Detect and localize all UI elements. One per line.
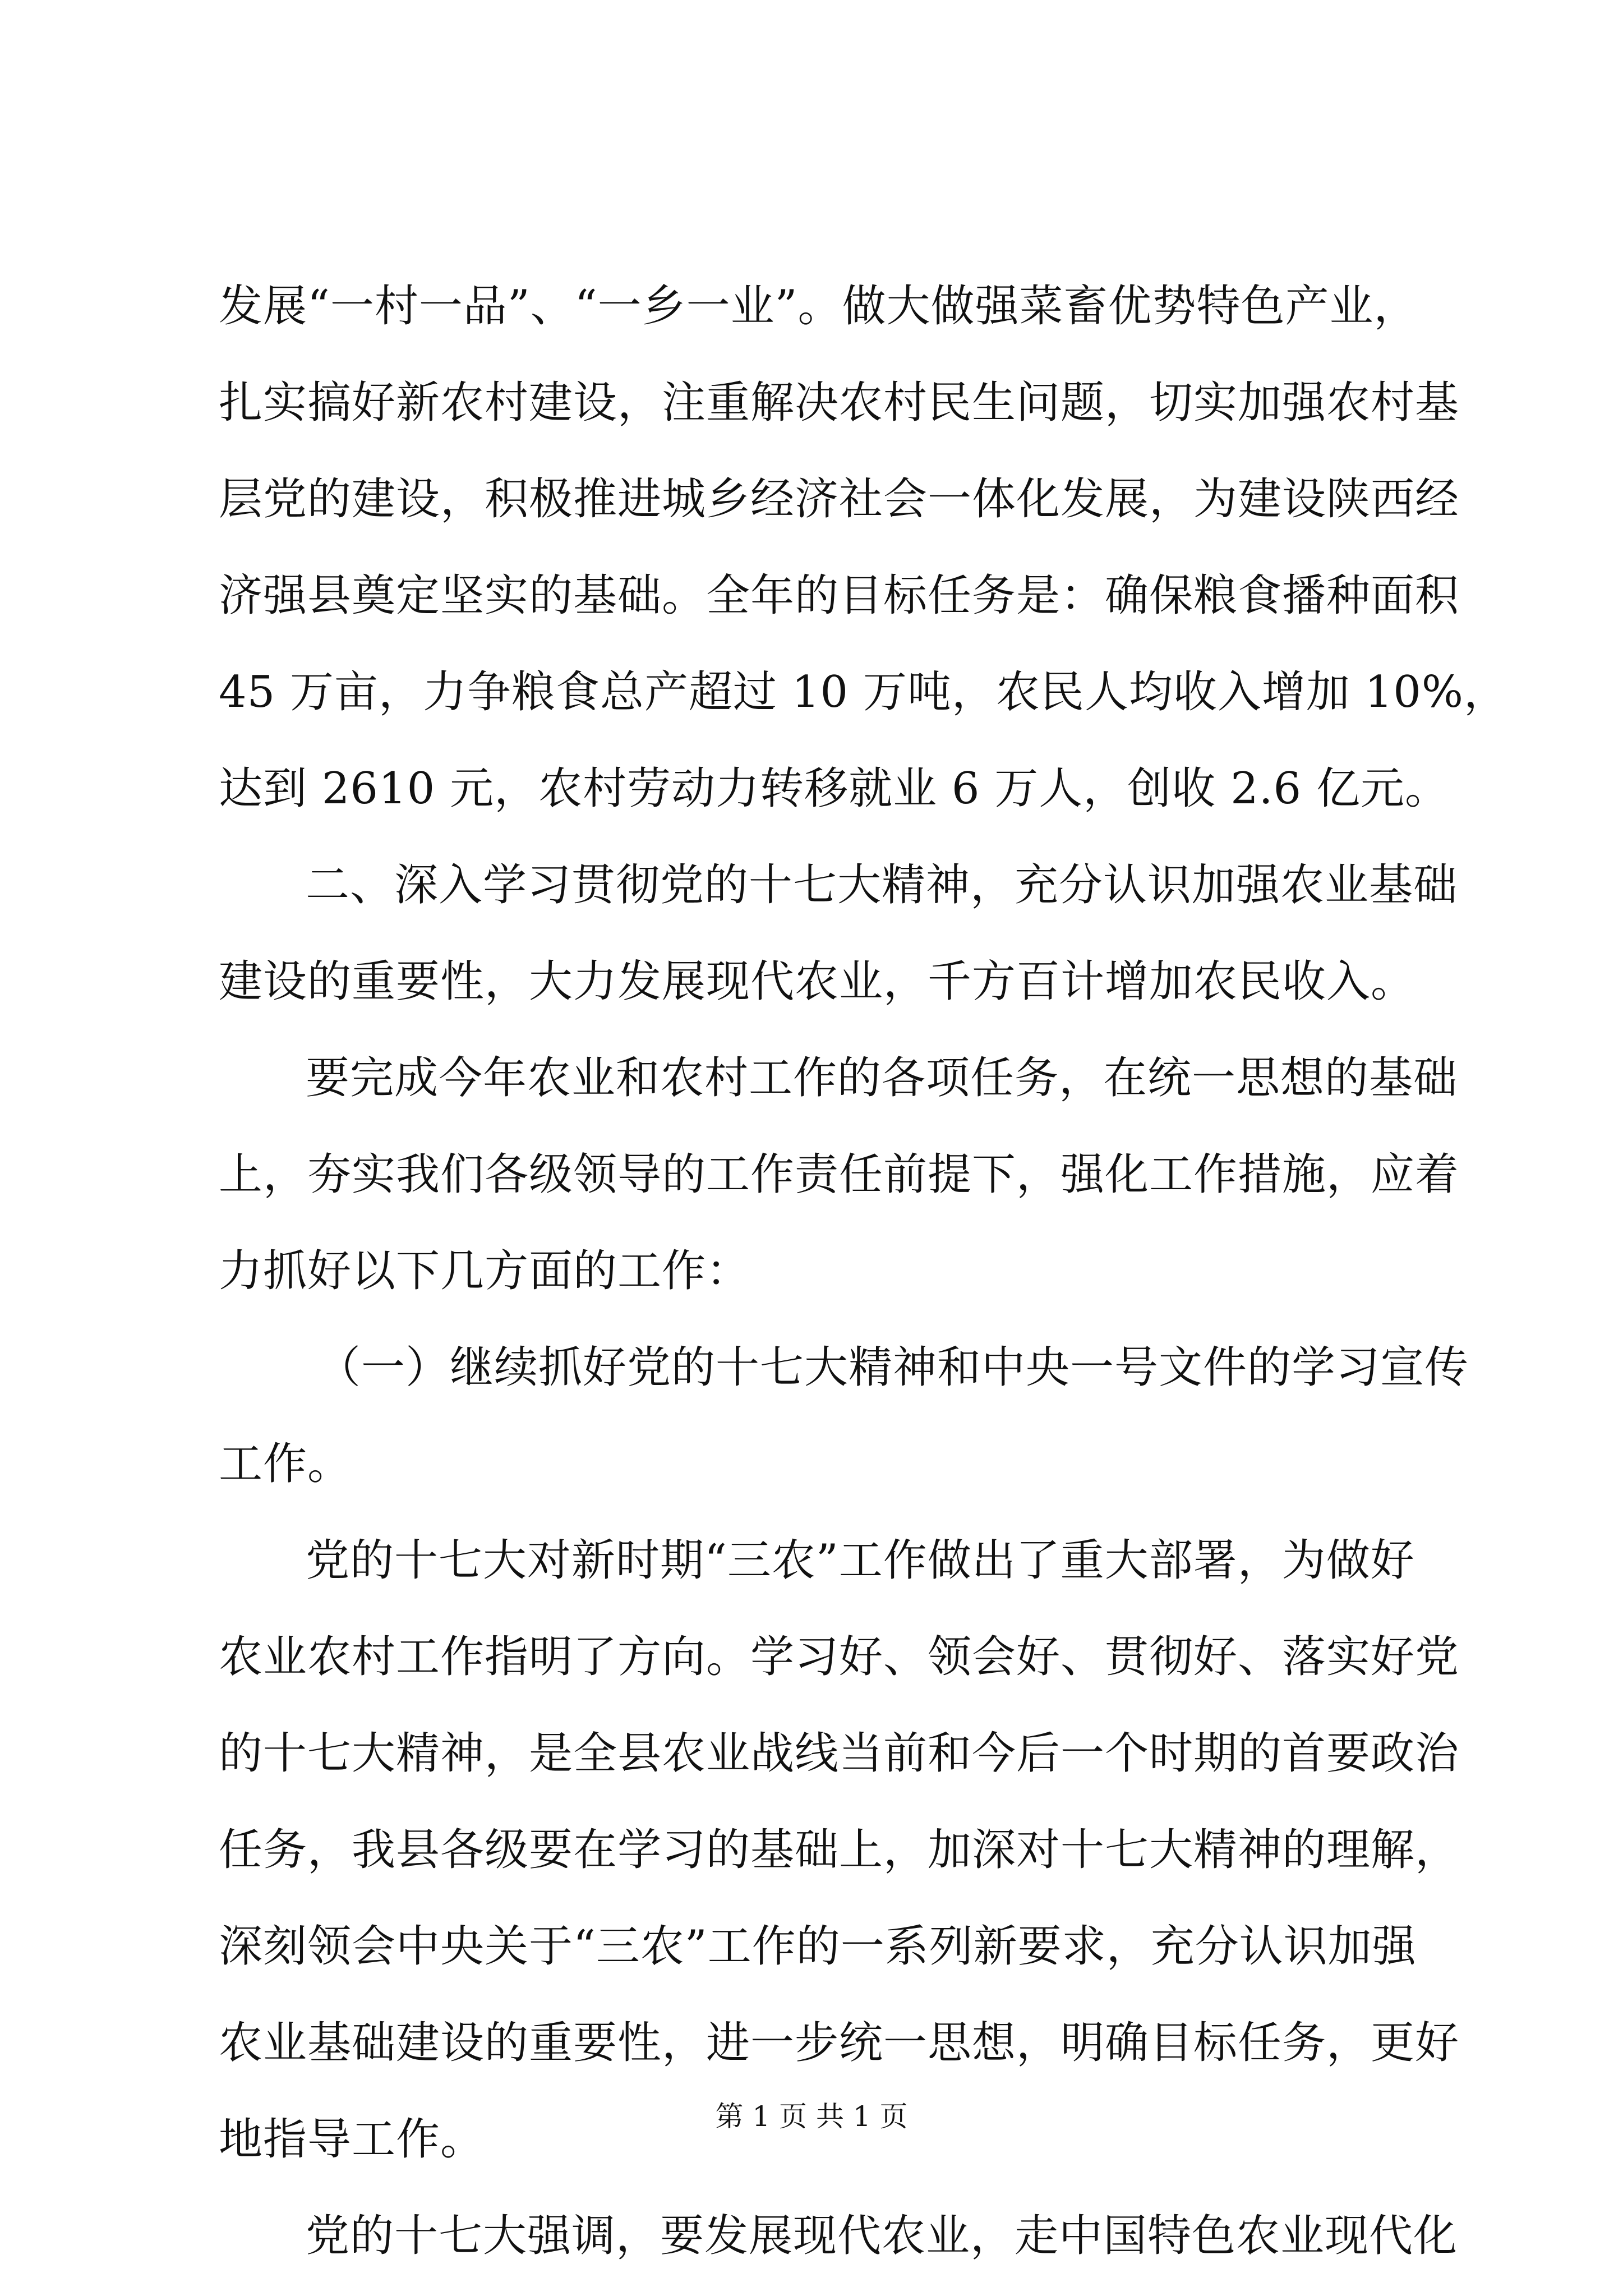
body-line: 深刻领会中央关于“三农”工作的一系列新要求，充分认识加强 — [219, 1921, 1417, 1972]
body-line: 上，夯实我们各级领导的工作责任前提下，强化工作措施，应着 — [219, 1149, 1460, 1200]
body-line: 发展“一村一品”、“一乡一业”。做大做强菜畜优势特色产业， — [219, 281, 1418, 332]
body-line: 任务，我县各级要在学习的基础上，加深对十七大精神的理解， — [219, 1825, 1460, 1875]
body-line: 层党的建设，积极推进城乡经济社会一体化发展，为建设陕西经 — [219, 474, 1460, 524]
page-footer — [0, 2097, 1623, 2136]
body-line: 45 万亩，力争粮食总产超过 10 万吨，农民人均收入增加 10%， — [219, 667, 1509, 717]
body-line: 扎实搞好新农村建设，注重解决农村民生问题，切实加强农村基 — [219, 378, 1460, 428]
page-number-label: 第 1 页 共 1 页 — [715, 2100, 908, 2133]
body-line: 地指导工作。 — [219, 2114, 485, 2165]
body-line: 的十七大精神，是全县农业战线当前和今后一个时期的首要政治 — [219, 1728, 1460, 1779]
body-line: 党的十七大强调，要发展现代农业，走中国特色农业现代化 — [306, 2211, 1458, 2261]
body-line: 达到 2610 元，农村劳动力转移就业 6 万人，创收 2.6 亿元。 — [219, 763, 1449, 814]
body-line: 农业农村工作指明了方向。学习好、领会好、贯彻好、落实好党 — [219, 1632, 1460, 1682]
document-body — [219, 258, 1509, 2284]
body-line: 要完成今年农业和农村工作的各项任务，在统一思想的基础 — [306, 1053, 1458, 1103]
body-line: 党的十七大对新时期“三农”工作做出了重大部署，为做好 — [306, 1535, 1415, 1586]
subsection-heading-line: （一）继续抓好党的十七大精神和中央一号文件的学习宣传 — [317, 1342, 1469, 1393]
body-line: 力抓好以下几方面的工作： — [219, 1246, 751, 1296]
subsection-heading-line: 工作。 — [219, 1439, 352, 1489]
body-line: 农业基础建设的重要性，进一步统一思想，明确目标任务，更好 — [219, 2018, 1460, 2068]
body-line: 济强县奠定坚实的基础。全年的目标任务是：确保粮食播种面积 — [219, 570, 1460, 621]
section-heading-line: 二、深入学习贯彻党的十七大精神，充分认识加强农业基础 — [306, 860, 1458, 910]
section-heading-line: 建设的重要性，大力发展现代农业，千方百计增加农民收入。 — [219, 956, 1415, 1007]
